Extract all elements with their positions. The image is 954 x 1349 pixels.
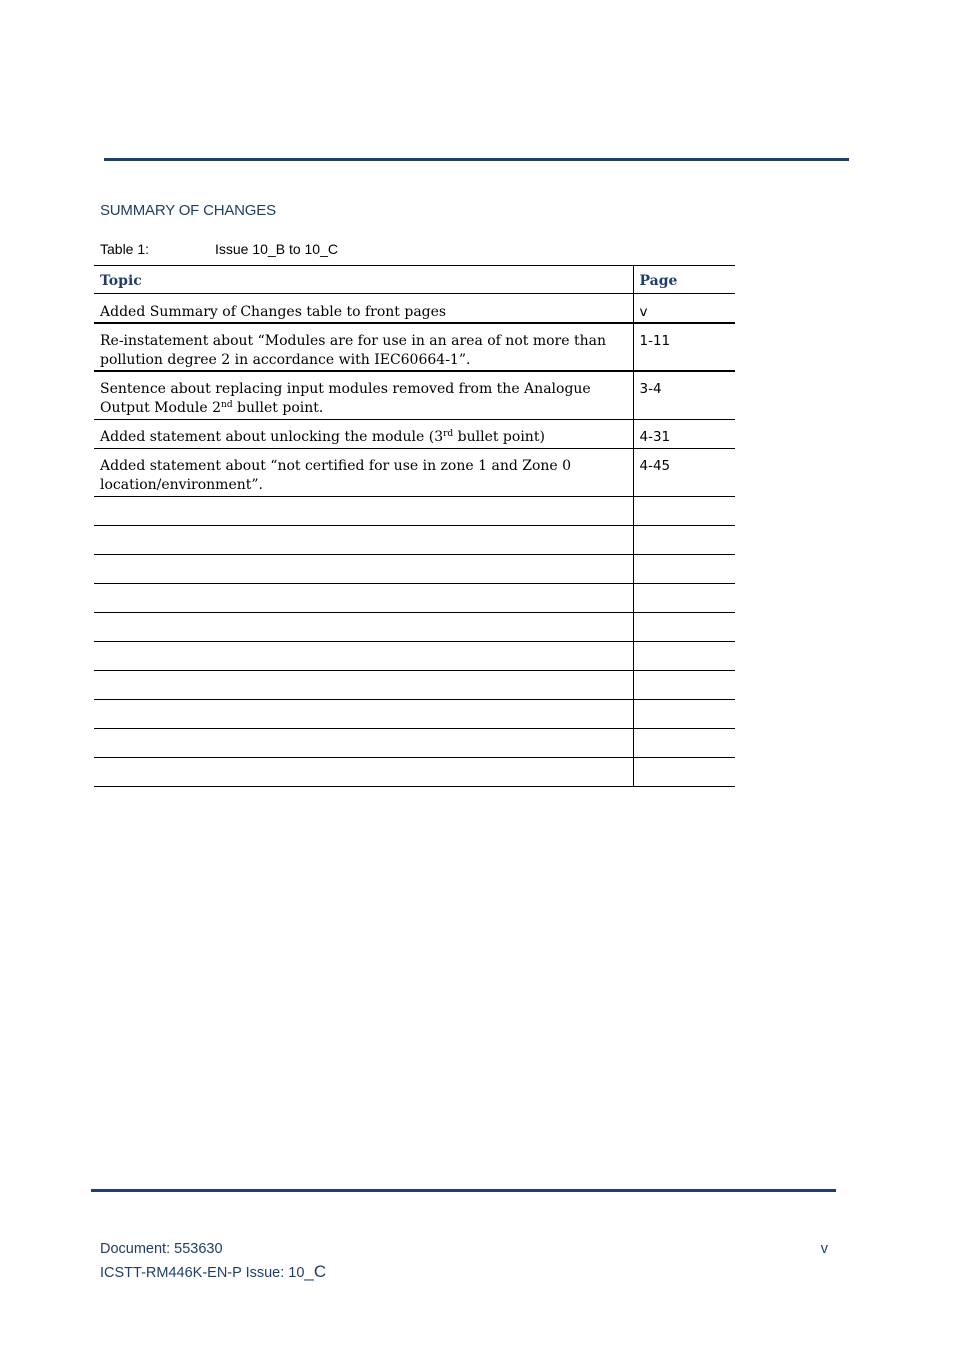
- empty-table-row: [94, 757, 735, 786]
- table-caption: [100, 241, 338, 257]
- empty-cell: [94, 583, 633, 612]
- table-row: [94, 371, 735, 419]
- empty-cell: [94, 496, 633, 525]
- empty-cell: [94, 612, 633, 641]
- issue-suffix: _C: [304, 1262, 327, 1281]
- ordinal-suffix: rd: [443, 428, 454, 439]
- empty-cell: [633, 583, 735, 612]
- empty-cell: [633, 641, 735, 670]
- empty-table-row: [94, 554, 735, 583]
- section-title: SUMMARY OF CHANGES: [100, 202, 276, 219]
- empty-table-row: [94, 728, 735, 757]
- empty-table-row: [94, 525, 735, 554]
- empty-cell: [633, 699, 735, 728]
- topic-cell: [94, 371, 633, 419]
- empty-cell: [94, 757, 633, 786]
- footer-rule: [91, 1189, 836, 1192]
- table-row: [94, 294, 735, 324]
- page-cell: v: [633, 294, 735, 324]
- issue-number: [100, 1262, 326, 1282]
- empty-table-row: [94, 670, 735, 699]
- page-cell: 3-4: [633, 371, 735, 419]
- empty-cell: [94, 699, 633, 728]
- issue-prefix: ICSTT-RM446K-EN-P Issue: 10: [100, 1265, 305, 1281]
- table-label: Table 1:: [100, 241, 150, 257]
- empty-cell: [633, 757, 735, 786]
- empty-cell: [633, 525, 735, 554]
- table-row: [94, 448, 735, 496]
- page-number: v: [820, 1241, 828, 1257]
- header-rule: [104, 158, 849, 161]
- empty-cell: [94, 525, 633, 554]
- empty-cell: [633, 554, 735, 583]
- empty-cell: [94, 641, 633, 670]
- table-row: [94, 323, 735, 371]
- topic-text: Sentence about replacing input modules removed from the Analogue Output Module 2: [100, 381, 591, 416]
- empty-table-row: [94, 641, 735, 670]
- empty-cell: [633, 612, 735, 641]
- table-header-row: [94, 266, 735, 294]
- column-header-page: Page: [633, 266, 735, 294]
- page-cell: 4-31: [633, 419, 735, 448]
- empty-cell: [94, 670, 633, 699]
- empty-cell: [633, 728, 735, 757]
- summary-of-changes-table: [94, 265, 735, 787]
- empty-cell: [94, 728, 633, 757]
- document-number: Document: 553630: [100, 1241, 223, 1257]
- topic-cell: Added statement about “not certified for use in zone 1 and Zone 0 location/environment”.: [94, 448, 633, 496]
- table-row: [94, 419, 735, 448]
- column-header-topic: Topic: [94, 266, 633, 294]
- page-cell: 1-11: [633, 323, 735, 371]
- ordinal-suffix: nd: [221, 400, 233, 410]
- empty-cell: [633, 670, 735, 699]
- topic-text: bullet point.: [232, 400, 324, 416]
- topic-cell: [94, 419, 633, 448]
- empty-cell: [94, 554, 633, 583]
- empty-cell: [633, 496, 735, 525]
- topic-cell: Re-instatement about “Modules are for use in an area of not more than pollution degree 2 in accordance with IEC60664-1”.: [94, 323, 633, 371]
- empty-table-row: [94, 496, 735, 525]
- empty-table-row: [94, 583, 735, 612]
- table-caption-text: Issue 10_B to 10_C: [215, 241, 338, 257]
- empty-table-row: [94, 612, 735, 641]
- topic-text: bullet point): [453, 428, 545, 445]
- topic-text: Added statement about unlocking the module (3: [100, 428, 444, 445]
- page-cell: 4-45: [633, 448, 735, 496]
- topic-cell: Added Summary of Changes table to front pages: [94, 294, 633, 324]
- empty-table-row: [94, 699, 735, 728]
